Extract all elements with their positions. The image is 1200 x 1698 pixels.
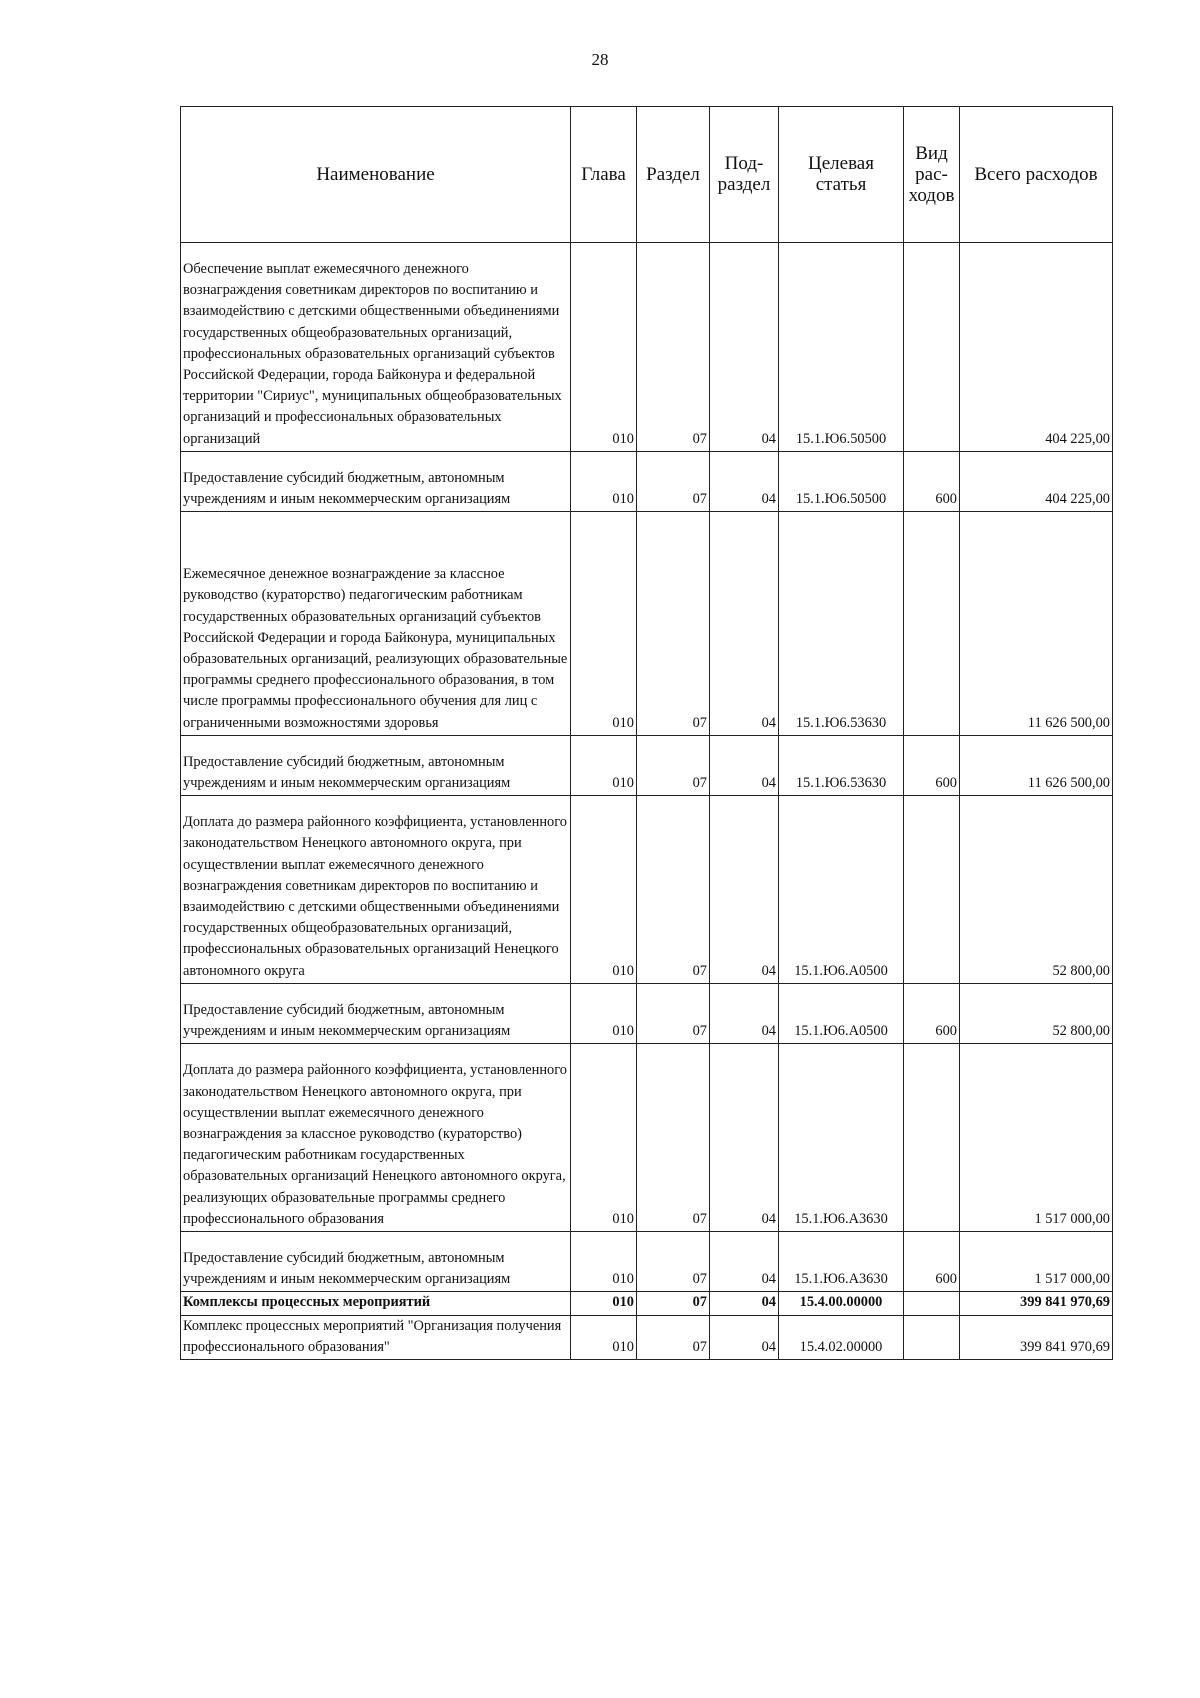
row-type bbox=[904, 1292, 960, 1315]
row-target: 15.1.Ю6.53630 bbox=[779, 735, 904, 795]
row-subsection: 04 bbox=[710, 1292, 779, 1315]
row-chapter: 010 bbox=[571, 1044, 637, 1232]
row-section: 07 bbox=[637, 983, 710, 1043]
header-subsection-line2: раздел bbox=[717, 174, 771, 195]
row-name-text: Доплата до размера районного коэффициента, установленного законодательством Ненецкого автономного округа, при осуществлении выплат ежемесячного денежного вознаграждения за классное руководство (кураторство) педагогическим работникам государственных образовательных организаций Ненецкого автономного округа, реализующих образовательные программы среднего профессионального образования bbox=[183, 1062, 567, 1227]
row-chapter: 010 bbox=[571, 1292, 637, 1315]
row-type: 600 bbox=[904, 1231, 960, 1291]
row-total: 52 800,00 bbox=[960, 796, 1113, 984]
header-type-line1: Вид bbox=[915, 142, 948, 164]
page-number: 28 bbox=[591, 50, 609, 69]
row-chapter: 010 bbox=[571, 983, 637, 1043]
row-total: 11 626 500,00 bbox=[960, 512, 1113, 736]
header-subsection-line1: Под- bbox=[724, 153, 764, 174]
row-section: 07 bbox=[637, 243, 710, 452]
table-row bbox=[181, 451, 1113, 511]
row-target: 15.1.Ю6.50500 bbox=[779, 243, 904, 452]
header-type-line3: ходов bbox=[908, 184, 955, 206]
row-section: 07 bbox=[637, 1292, 710, 1315]
table-row bbox=[181, 983, 1113, 1043]
row-name bbox=[181, 1231, 571, 1291]
header-name: Наименование bbox=[181, 107, 571, 243]
header-target bbox=[779, 107, 904, 243]
table-row bbox=[181, 1231, 1113, 1291]
row-name-text: Обеспечение выплат ежемесячного денежного вознаграждения советникам директоров по воспитанию и взаимодействию с детскими общественными объединениями государственных общеобразовательных организаций, профессиональных образовательных организаций субъектов Российской Федерации, города Байконура и федеральной территории "Сириус", муниципальных общеобразовательных организаций и профессиональных образовательных организаций bbox=[183, 261, 562, 447]
row-section: 07 bbox=[637, 735, 710, 795]
header-row bbox=[181, 107, 1113, 243]
budget-table bbox=[180, 106, 1113, 1360]
row-section: 07 bbox=[637, 1315, 710, 1359]
row-subsection: 04 bbox=[710, 243, 779, 452]
table-row bbox=[181, 512, 1113, 736]
row-total: 404 225,00 bbox=[960, 243, 1113, 452]
row-type bbox=[904, 796, 960, 984]
row-chapter: 010 bbox=[571, 243, 637, 452]
table-row-summary bbox=[181, 1292, 1113, 1315]
row-total: 399 841 970,69 bbox=[960, 1292, 1113, 1315]
row-total: 1 517 000,00 bbox=[960, 1231, 1113, 1291]
row-name-text: Ежемесячное денежное вознаграждение за классное руководство (кураторство) педагогическим работникам государственных образовательных организаций субъектов Российской Федерации и города Байконура, муниципальных образовательных организаций, реализующих образовательные программы среднего профессионального образования, в том числе программы профессионального обучения для лиц с ограниченными возможностями здоровья bbox=[183, 566, 568, 731]
row-name-text: Предоставление субсидий бюджетным, автономным учреждениям и иным некоммерческим организациям bbox=[183, 1249, 511, 1288]
row-total: 404 225,00 bbox=[960, 451, 1113, 511]
row-total: 1 517 000,00 bbox=[960, 1044, 1113, 1232]
row-name bbox=[181, 451, 571, 511]
header-type bbox=[904, 107, 960, 243]
row-target: 15.1.Ю6.А0500 bbox=[779, 983, 904, 1043]
table-row bbox=[181, 735, 1113, 795]
row-name bbox=[181, 983, 571, 1043]
row-section: 07 bbox=[637, 451, 710, 511]
row-total: 52 800,00 bbox=[960, 983, 1113, 1043]
row-name bbox=[181, 243, 571, 452]
row-chapter: 010 bbox=[571, 451, 637, 511]
row-target: 15.1.Ю6.53630 bbox=[779, 512, 904, 736]
row-section: 07 bbox=[637, 1231, 710, 1291]
row-name-text: Предоставление субсидий бюджетным, автономным учреждениям и иным некоммерческим организациям bbox=[183, 469, 511, 508]
row-type: 600 bbox=[904, 451, 960, 511]
row-subsection: 04 bbox=[710, 512, 779, 736]
table-row bbox=[181, 1315, 1113, 1359]
row-name bbox=[181, 735, 571, 795]
row-name-text: Доплата до размера районного коэффициента, установленного законодательством Ненецкого автономного округа, при осуществлении выплат ежемесячного денежного вознаграждения советникам директоров по воспитанию и взаимодействию с детскими общественными объединениями государственных общеобразовательных организаций, профессиональных образовательных организаций Ненецкого автономного округа bbox=[183, 814, 567, 979]
row-target: 15.1.Ю6.50500 bbox=[779, 451, 904, 511]
header-target-line1: Целевая bbox=[808, 153, 874, 174]
table-row bbox=[181, 796, 1113, 984]
row-subsection: 04 bbox=[710, 983, 779, 1043]
header-subsection bbox=[710, 107, 779, 243]
row-section: 07 bbox=[637, 1044, 710, 1232]
table-row bbox=[181, 243, 1113, 452]
table-row bbox=[181, 1044, 1113, 1232]
row-subsection: 04 bbox=[710, 735, 779, 795]
row-name-text: Предоставление субсидий бюджетным, автономным учреждениям и иным некоммерческим организациям bbox=[183, 753, 511, 792]
row-type bbox=[904, 243, 960, 452]
header-target-line2: статья bbox=[815, 174, 867, 195]
row-chapter: 010 bbox=[571, 735, 637, 795]
row-target: 15.4.00.00000 bbox=[779, 1292, 904, 1315]
row-subsection: 04 bbox=[710, 1231, 779, 1291]
row-section: 07 bbox=[637, 796, 710, 984]
row-subsection: 04 bbox=[710, 1044, 779, 1232]
row-subsection: 04 bbox=[710, 1315, 779, 1359]
row-name-text: Предоставление субсидий бюджетным, автономным учреждениям и иным некоммерческим организациям bbox=[183, 1001, 511, 1040]
row-chapter: 010 bbox=[571, 1231, 637, 1291]
header-type-line2: рас- bbox=[915, 163, 948, 185]
row-name bbox=[181, 1044, 571, 1232]
header-chapter: Глава bbox=[571, 107, 637, 243]
row-target: 15.1.Ю6.А0500 bbox=[779, 796, 904, 984]
header-section: Раздел bbox=[637, 107, 710, 243]
row-target: 15.4.02.00000 bbox=[779, 1315, 904, 1359]
row-name bbox=[181, 512, 571, 736]
row-section: 07 bbox=[637, 512, 710, 736]
row-total: 399 841 970,69 bbox=[960, 1315, 1113, 1359]
row-type bbox=[904, 1044, 960, 1232]
row-name: Комплекс процессных мероприятий "Организация получения профессионального образования" bbox=[181, 1315, 571, 1359]
row-subsection: 04 bbox=[710, 796, 779, 984]
row-chapter: 010 bbox=[571, 512, 637, 736]
row-subsection: 04 bbox=[710, 451, 779, 511]
row-name bbox=[181, 796, 571, 984]
row-chapter: 010 bbox=[571, 796, 637, 984]
row-target: 15.1.Ю6.А3630 bbox=[779, 1231, 904, 1291]
header-total: Всего расходов bbox=[960, 107, 1113, 243]
row-name: Комплексы процессных мероприятий bbox=[181, 1292, 571, 1315]
row-chapter: 010 bbox=[571, 1315, 637, 1359]
row-type: 600 bbox=[904, 735, 960, 795]
row-type: 600 bbox=[904, 983, 960, 1043]
row-type bbox=[904, 1315, 960, 1359]
row-target: 15.1.Ю6.А3630 bbox=[779, 1044, 904, 1232]
row-total: 11 626 500,00 bbox=[960, 735, 1113, 795]
row-type bbox=[904, 512, 960, 736]
